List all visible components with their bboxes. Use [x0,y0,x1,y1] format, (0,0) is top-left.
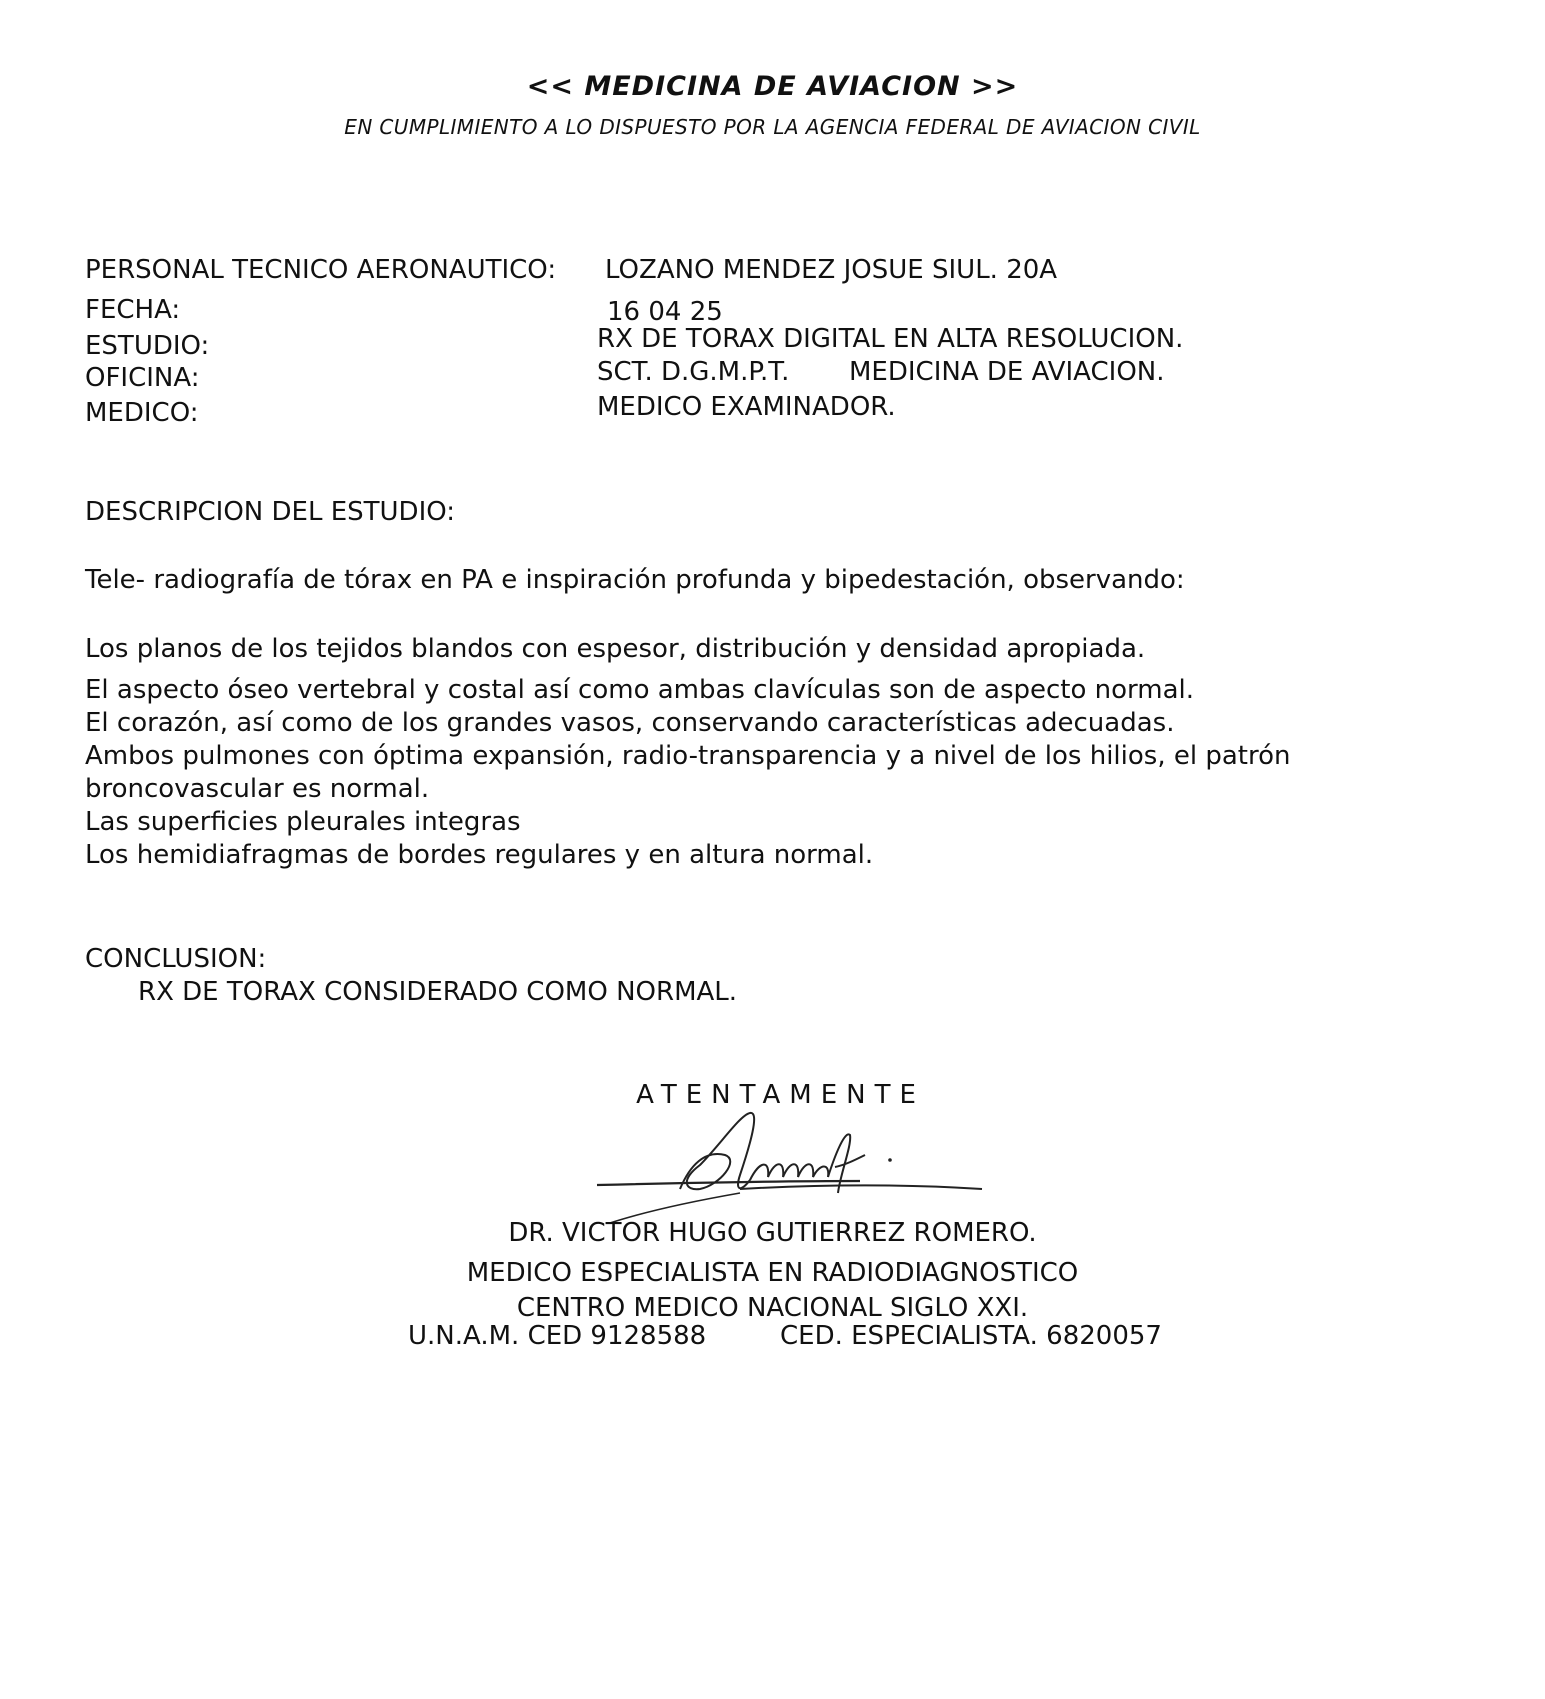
oficina-value-1: SCT. D.G.M.P.T. [597,357,790,387]
description-line: Ambos pulmones con óptima expansión, radio-transparencia y a nivel de los hilios, el patrón [85,741,1291,771]
fecha-value: 16 04 25 [607,297,723,327]
doctor-title: MEDICO ESPECIALISTA EN RADIODIAGNOSTICO [466,1258,1079,1288]
medico-value: MEDICO EXAMINADOR. [597,392,896,422]
description-line: El corazón, así como de los grandes vasos, conservando características adecuadas. [85,708,1175,738]
conclusion-heading: CONCLUSION: [85,944,267,974]
description-line: El aspecto óseo vertebral y costal así como ambas clavículas son de aspecto normal. [85,675,1195,705]
description-line: broncovascular es normal. [85,774,430,804]
ced-unam: U.N.A.M. CED 9128588 [408,1321,707,1351]
description-line: Los planos de los tejidos blandos con espesor, distribución y densidad apropiada. [85,634,1146,664]
document-subtitle: EN CUMPLIMIENTO A LO DISPUESTO POR LA AGENCIA FEDERAL DE AVIACION CIVIL [344,115,1201,139]
doctor-institution: CENTRO MEDICO NACIONAL SIGLO XXI. [516,1293,1029,1323]
oficina-label: OFICINA: [85,363,200,393]
estudio-value: RX DE TORAX DIGITAL EN ALTA RESOLUCION. [597,324,1184,354]
description-intro: Tele- radiografía de tórax en PA e inspiración profunda y bipedestación, observando: [85,565,1185,595]
personal-label: PERSONAL TECNICO AERONAUTICO: [85,255,557,285]
doctor-name: DR. VICTOR HUGO GUTIERREZ ROMERO. [508,1218,1037,1248]
personal-value: LOZANO MENDEZ JOSUE SIUL. 20A [605,255,1058,285]
estudio-label: ESTUDIO: [85,331,210,361]
document-title: << MEDICINA DE AVIACION >> [526,71,1019,102]
oficina-value-2: MEDICINA DE AVIACION. [849,357,1165,387]
closing-text: ATENTAMENTE [636,1080,925,1110]
medico-label: MEDICO: [85,398,199,428]
description-heading: DESCRIPCION DEL ESTUDIO: [85,497,456,527]
description-line: Los hemidiafragmas de bordes regulares y en altura normal. [85,840,874,870]
fecha-label: FECHA: [85,295,181,325]
description-line: Las superficies pleurales integras [85,807,521,837]
ced-especialista: CED. ESPECIALISTA. 6820057 [780,1321,1162,1351]
conclusion-text: RX DE TORAX CONSIDERADO COMO NORMAL. [138,977,738,1007]
